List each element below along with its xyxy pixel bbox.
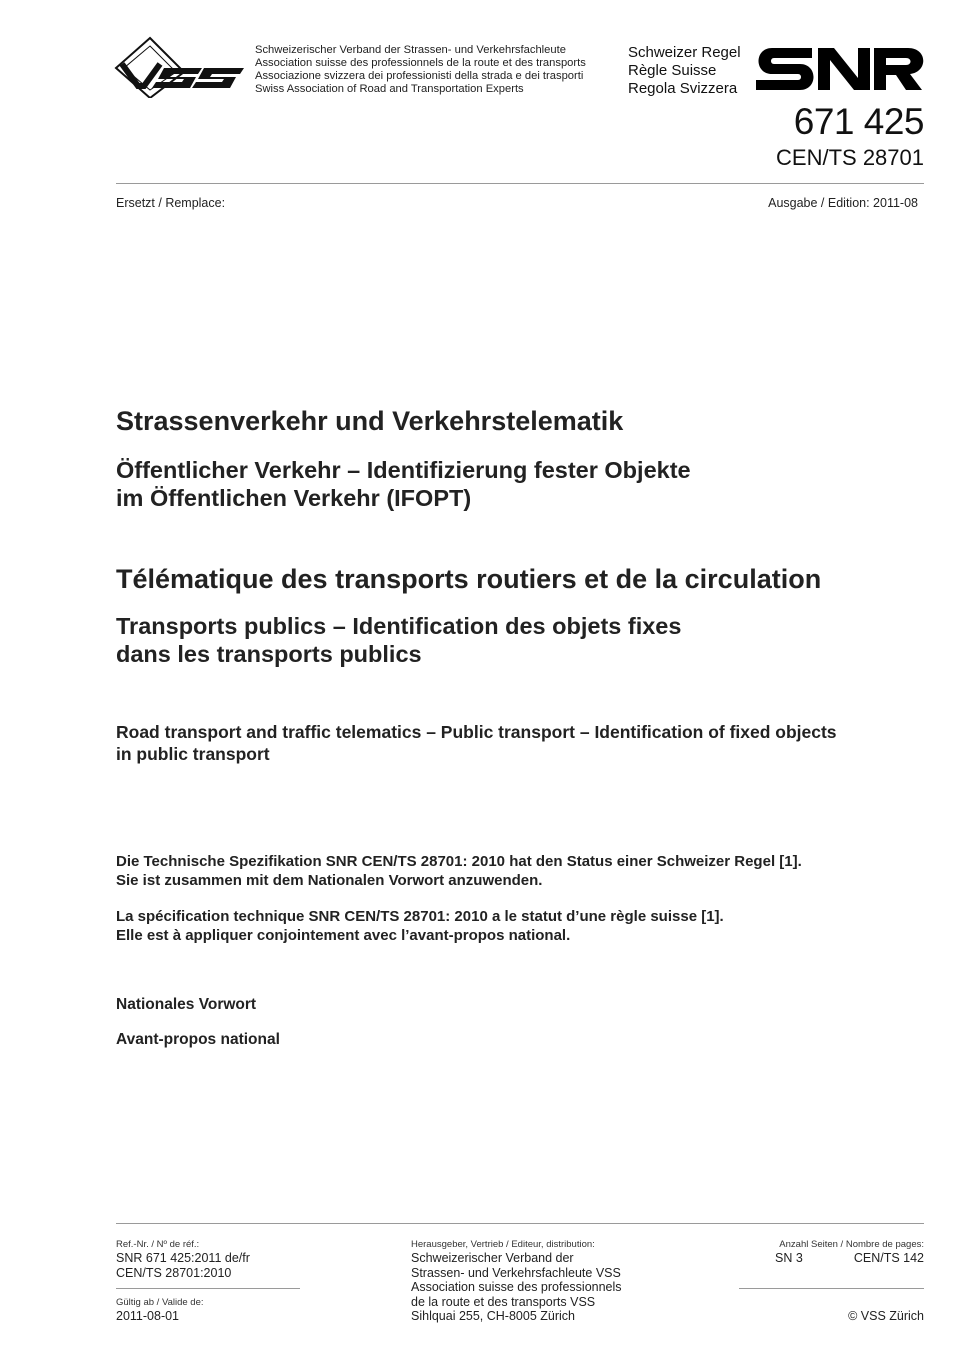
- publisher-line: de la route et des transports VSS: [411, 1294, 596, 1309]
- status-fr-line: La spécification technique SNR CEN/TS 28701: 2010 a le statut d’une règle suisse [1].: [116, 908, 724, 925]
- valid-from-label: Gültig ab / Valide de:: [116, 1297, 204, 1308]
- title-en-line: Road transport and traffic telematics – Public transport – Identification of fixed objects: [116, 722, 837, 742]
- regel-de: Schweizer Regel: [628, 44, 741, 61]
- snr-logo: [754, 44, 924, 94]
- snr-number: 671 425: [793, 101, 924, 142]
- subtitle-fr-line: Transports publics – Identification des objets fixes: [116, 613, 682, 639]
- org-name-en: Swiss Association of Road and Transportation Experts: [255, 83, 524, 95]
- org-name-de: Schweizerischer Verband der Strassen- und Verkehrsfachleute: [255, 44, 566, 56]
- page-count-sn: SN 3: [775, 1251, 803, 1265]
- reference-divider: [116, 1288, 300, 1289]
- title-en-line: in public transport: [116, 744, 270, 764]
- reference-snr: SNR 671 425:2011 de/fr: [116, 1251, 250, 1265]
- valid-from-date: 2011-08-01: [116, 1309, 180, 1323]
- org-name-it: Associazione svizzera dei professionisti della strada e dei trasporti: [255, 70, 584, 82]
- regel-it: Regola Svizzera: [628, 80, 738, 97]
- publisher-line: Association suisse des professionnels: [411, 1280, 622, 1294]
- title-en: [116, 721, 837, 765]
- footer-divider: [116, 1223, 924, 1224]
- organization-names: [255, 44, 586, 96]
- subtitle-de-line: Öffentlicher Verkehr – Identifizierung fester Objekte: [116, 457, 691, 483]
- publisher-label: Herausgeber, Vertrieb / Editeur, distribution:: [411, 1239, 595, 1250]
- status-note-fr: [116, 907, 724, 945]
- subtitle-fr-line: dans les transports publics: [116, 641, 422, 667]
- status-de-line: Sie ist zusammen mit dem Nationalen Vorwort anzuwenden.: [116, 872, 543, 889]
- regel-label: [628, 44, 741, 98]
- page-count-divider: [739, 1288, 924, 1289]
- subtitle-de: [116, 456, 691, 512]
- subtitle-fr: [116, 612, 681, 668]
- foreword-heading-de: Nationales Vorwort: [116, 996, 257, 1013]
- status-note-de: [116, 852, 802, 890]
- status-fr-line: Elle est à appliquer conjointement avec l’avant-propos national.: [116, 927, 571, 944]
- cen-number: CEN/TS 28701: [776, 145, 924, 170]
- header-divider: [116, 183, 924, 184]
- edition-label: Ausgabe / Edition: 2011-08: [768, 196, 918, 210]
- reference-cen: CEN/TS 28701:2010: [116, 1266, 232, 1280]
- title-de: Strassenverkehr und Verkehrstelematik: [116, 406, 624, 436]
- page-count-label: Anzahl Seiten / Nombre de pages:: [779, 1239, 924, 1250]
- publisher-address: [411, 1251, 622, 1324]
- copyright: © VSS Zürich: [848, 1309, 924, 1323]
- reference-label: Ref.-Nr. / Nº de réf.:: [116, 1239, 200, 1250]
- foreword-heading-fr: Avant-propos national: [116, 1031, 280, 1048]
- org-name-fr: Association suisse des professionnels de la route et des transports: [255, 57, 586, 69]
- page-count-cen: CEN/TS 142: [853, 1251, 924, 1265]
- publisher-line: Sihlquai 255, CH-8005 Zürich: [411, 1309, 575, 1323]
- status-de-line: Die Technische Spezifikation SNR CEN/TS 28701: 2010 hat den Status einer Schweizer Regel [1].: [116, 853, 802, 870]
- publisher-line: Schweizerischer Verband der: [411, 1251, 574, 1265]
- publisher-line: Strassen- und Verkehrsfachleute VSS: [411, 1265, 621, 1280]
- vss-logo: [114, 36, 248, 98]
- replaces-label: Ersetzt / Remplace:: [116, 196, 226, 210]
- subtitle-de-line: im Öffentlichen Verkehr (IFOPT): [116, 485, 472, 511]
- title-fr: Télématique des transports routiers et de la circulation: [116, 564, 822, 594]
- regel-fr: Règle Suisse: [628, 62, 717, 79]
